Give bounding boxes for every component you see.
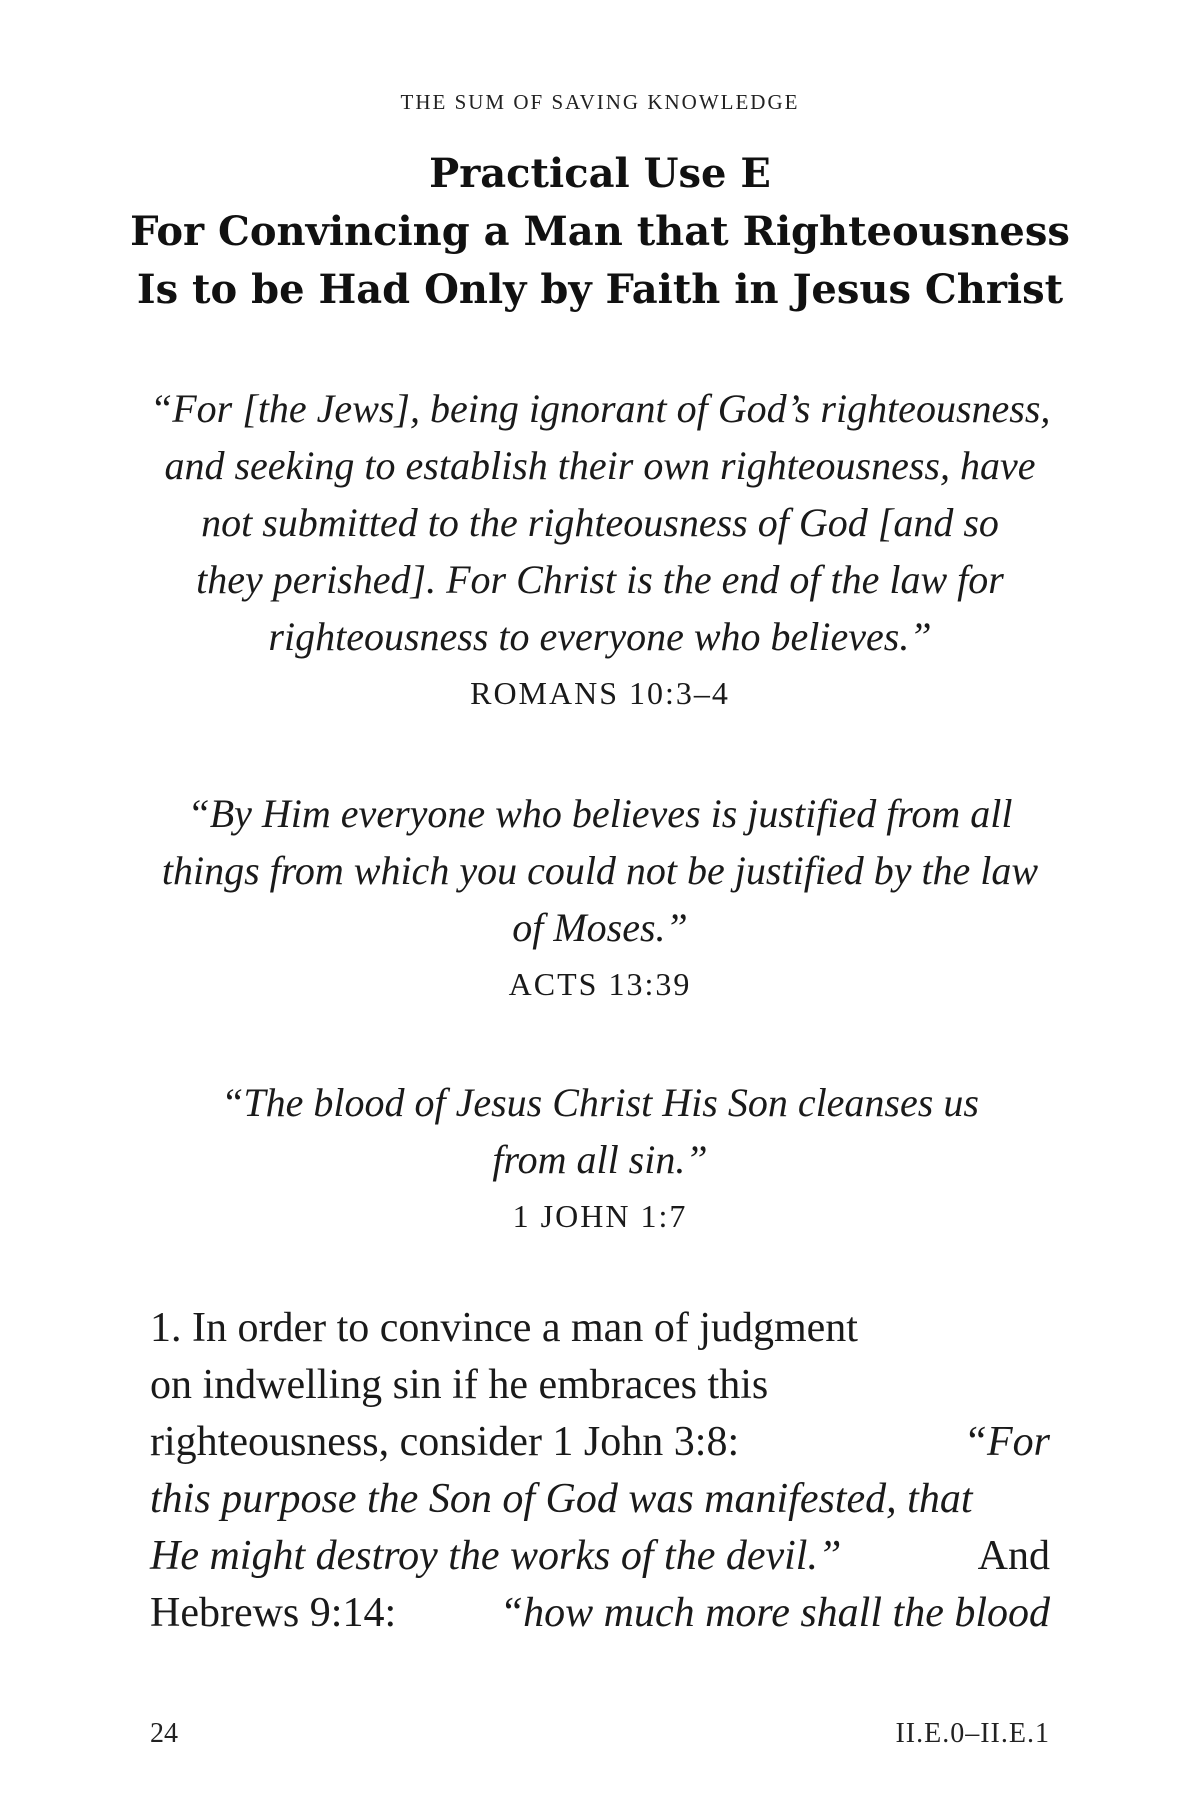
running-head: THE SUM OF SAVING KNOWLEDGE — [400, 90, 800, 114]
page-number: 24 — [150, 1718, 178, 1749]
line-text: Hebrews 9:14: — [150, 1590, 397, 1636]
epigraph-1-john — [150, 1074, 1050, 1240]
section-marker: II.E.0–II.E.1 — [895, 1718, 1050, 1749]
quote-line: they perished]. For Christ is the end of the law for — [196, 557, 1004, 602]
line-italic-text: He might destroy the works of the devil.” — [150, 1533, 842, 1579]
scripture-reference: 1 JOHN 1:7 — [512, 1198, 688, 1234]
line-italic-text: “For — [963, 1419, 1050, 1465]
quote-line: things from which you could not be justified by the law — [161, 848, 1039, 893]
line-text: on indwelling sin if he embraces this — [150, 1362, 769, 1408]
quote-line: “For [the Jews], being ignorant of God’s righteousness, — [150, 386, 1051, 431]
line-text: And — [977, 1533, 1050, 1579]
epigraph-acts — [150, 785, 1050, 1008]
quote-line: of Moses.” — [512, 905, 688, 950]
paragraph-line — [150, 1471, 1050, 1528]
epigraph-quote — [150, 380, 1050, 665]
chapter-title — [130, 145, 1070, 319]
line-italic-text: this purpose the Son of God was manifested, that — [150, 1476, 973, 1522]
quote-line: “The blood of Jesus Christ His Son cleanses us — [221, 1080, 979, 1125]
quote-line: and seeking to establish their own righteousness, have — [164, 443, 1036, 488]
epigraph-quote — [150, 1074, 1050, 1188]
line-italic-text: “how much more shall the blood — [499, 1590, 1050, 1636]
title-line: Practical Use E — [429, 150, 771, 197]
epigraph-romans — [150, 380, 1050, 717]
line-text: righteousness, consider 1 John 3:8: — [150, 1419, 740, 1465]
paragraph-line — [150, 1585, 1050, 1642]
paragraph-line — [150, 1414, 1050, 1471]
epigraph-quote — [150, 785, 1050, 956]
scripture-reference: ROMANS 10:3–4 — [470, 675, 730, 711]
paragraph-line — [150, 1300, 1050, 1357]
body-paragraph — [150, 1300, 1050, 1642]
paragraph-line — [150, 1357, 1050, 1414]
quote-line: not submitted to the righteousness of God [and so — [201, 500, 999, 545]
title-line: For Convincing a Man that Righteousness — [130, 208, 1070, 255]
book-page — [130, 0, 1070, 1800]
line-text: 1. In order to convince a man of judgment — [150, 1305, 858, 1351]
paragraph-line — [150, 1528, 1050, 1585]
title-line: Is to be Had Only by Faith in Jesus Christ — [136, 266, 1064, 313]
scripture-reference: ACTS 13:39 — [508, 966, 692, 1002]
quote-line: righteousness to everyone who believes.” — [268, 614, 932, 659]
quote-line: from all sin.” — [492, 1137, 708, 1182]
quote-line: “By Him everyone who believes is justified from all — [187, 791, 1013, 836]
